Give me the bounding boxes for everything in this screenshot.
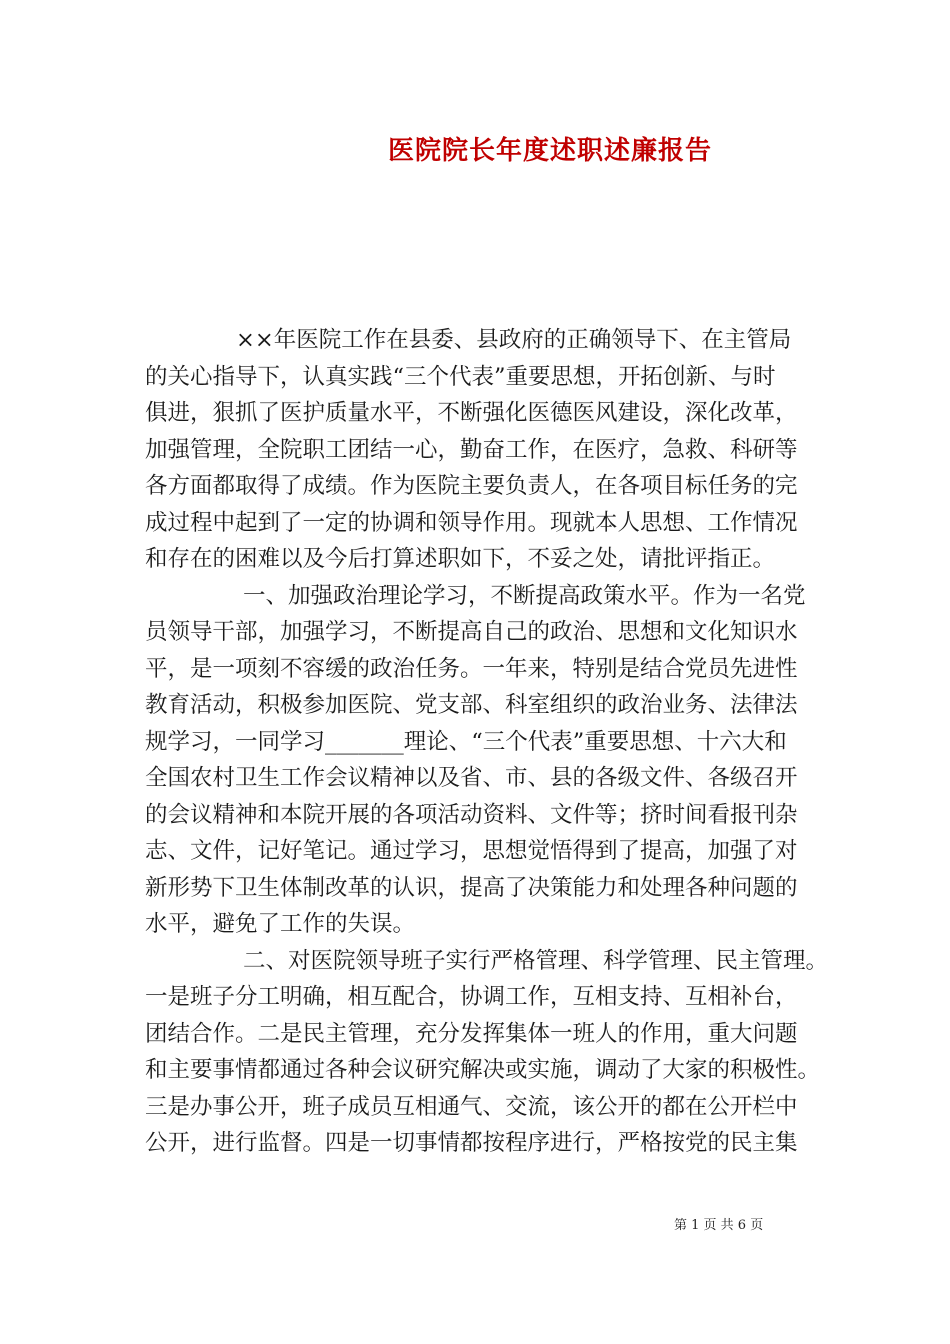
text-line: 团结合作。二是民主管理，充分发挥集体一班人的作用，重大问题 (145, 1020, 798, 1047)
document-body (145, 322, 829, 1162)
document-title: 医院院长年度述职述廉报告 (387, 136, 712, 166)
text-line: 新形势下卫生体制改革的认识，提高了决策能力和处理各种问题的 (145, 874, 798, 901)
text-line: 全国农村卫生工作会议精神以及省、市、县的各级文件、各级召开 (145, 765, 798, 791)
text-line: 加强管理，全院职工团结一心，勤奋工作，在医疗，急救、科研等 (145, 436, 798, 463)
text-line: 成过程中起到了一定的协调和领导作用。现就本人思想、工作情况 (145, 509, 798, 536)
text-line: 一、加强政治理论学习，不断提高政策水平。作为一名党 (243, 582, 806, 609)
text-line: 平，是一项刻不容缓的政治任务。一年来，特别是结合党员先进性 (145, 655, 798, 682)
text-line: 三是办事公开，班子成员互相通气、交流，该公开的都在公开栏中 (145, 1093, 798, 1120)
text-line: 志、文件，记好笔记。通过学习，思想觉悟得到了提高，加强了对 (145, 838, 798, 864)
text-line: 教育活动，积极参加医院、党支部、科室组织的政治业务、法律法 (145, 692, 798, 718)
text-line: 和存在的困难以及今后打算述职如下，不妥之处，请批评指正。 (145, 546, 776, 572)
text-line: 和主要事情都通过各种会议研究解决或实施，调动了大家的积极性。 (145, 1057, 821, 1083)
text-line: 员领导干部，加强学习，不断提高自己的政治、思想和文化知识水 (145, 619, 798, 645)
text-line: 公开，进行监督。四是一切事情都按程序进行，严格按党的民主集 (145, 1130, 798, 1156)
text-line: 各方面都取得了成绩。作为医院主要负责人，在各项目标任务的完 (145, 473, 798, 499)
text-line: 的会议精神和本院开展的各项活动资料、文件等；挤时间看报刊杂 (145, 801, 798, 828)
text-line: ××年医院工作在县委、县政府的正确领导下、在主管局 (236, 327, 792, 353)
text-line: 的关心指导下，认真实践“三个代表”重要思想，开拓创新、与时 (145, 363, 776, 390)
text-line: 一是班子分工明确，相互配合，协调工作，互相支持、互相补台， (145, 984, 798, 1010)
text-line: 规学习，一同学习_______理论、“三个代表”重要思想、十六大和 (145, 728, 787, 755)
text-line: 水平，避免了工作的失误。 (145, 911, 416, 937)
page-footer: 第 1 页 共 6 页 (674, 1218, 764, 1233)
text-line: 二、对医院领导班子实行严格管理、科学管理、民主管理。 (243, 947, 829, 974)
text-line: 俱进，狠抓了医护质量水平，不断强化医德医风建设，深化改革， (145, 400, 798, 426)
